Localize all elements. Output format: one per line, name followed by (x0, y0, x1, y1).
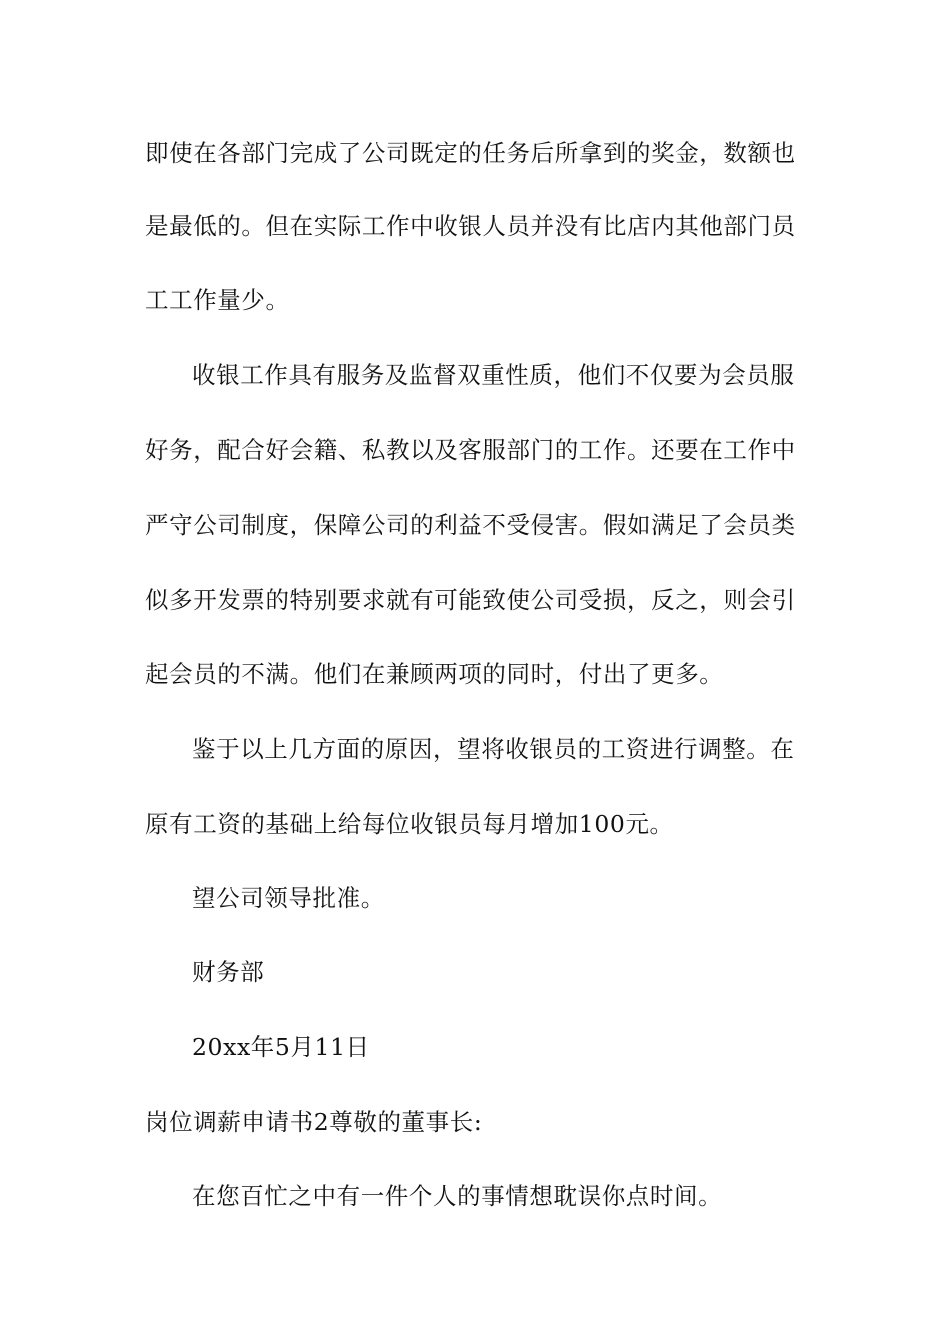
body-text-line: 即使在各部门完成了公司既定的任务后所拿到的奖金，数额也 (145, 139, 796, 167)
paragraph-first-line: 鉴于以上几方面的原因，望将收银员的工资进行调整。在 (192, 735, 795, 763)
body-text-line: 是最低的。但在实际工作中收银人员并没有比店内其他部门员 (145, 212, 796, 240)
body-text-line: 严守公司制度，保障公司的利益不受侵害。假如满足了会员类 (145, 511, 796, 539)
body-text-line: 工工作量少。 (145, 286, 290, 314)
signature-department: 财务部 (192, 958, 265, 986)
body-text-line: 原有工资的基础上给每位收银员每月增加100元。 (145, 810, 674, 838)
signature-date: 20xx年5月11日 (192, 1033, 370, 1061)
letter-heading: 岗位调薪申请书2尊敬的董事长: (145, 1108, 483, 1136)
body-text-line: 起会员的不满。他们在兼顾两项的同时，付出了更多。 (145, 660, 724, 688)
closing-request: 望公司领导批准。 (192, 884, 385, 912)
body-text-line: 似多开发票的特别要求就有可能致使公司受损，反之，则会引 (145, 586, 796, 614)
paragraph-first-line: 收银工作具有服务及监督双重性质，他们不仅要为会员服 (192, 361, 795, 389)
paragraph-first-line: 在您百忙之中有一件个人的事情想耽误你点时间。 (192, 1182, 723, 1210)
body-text-line: 好务，配合好会籍、私教以及客服部门的工作。还要在工作中 (145, 436, 796, 464)
